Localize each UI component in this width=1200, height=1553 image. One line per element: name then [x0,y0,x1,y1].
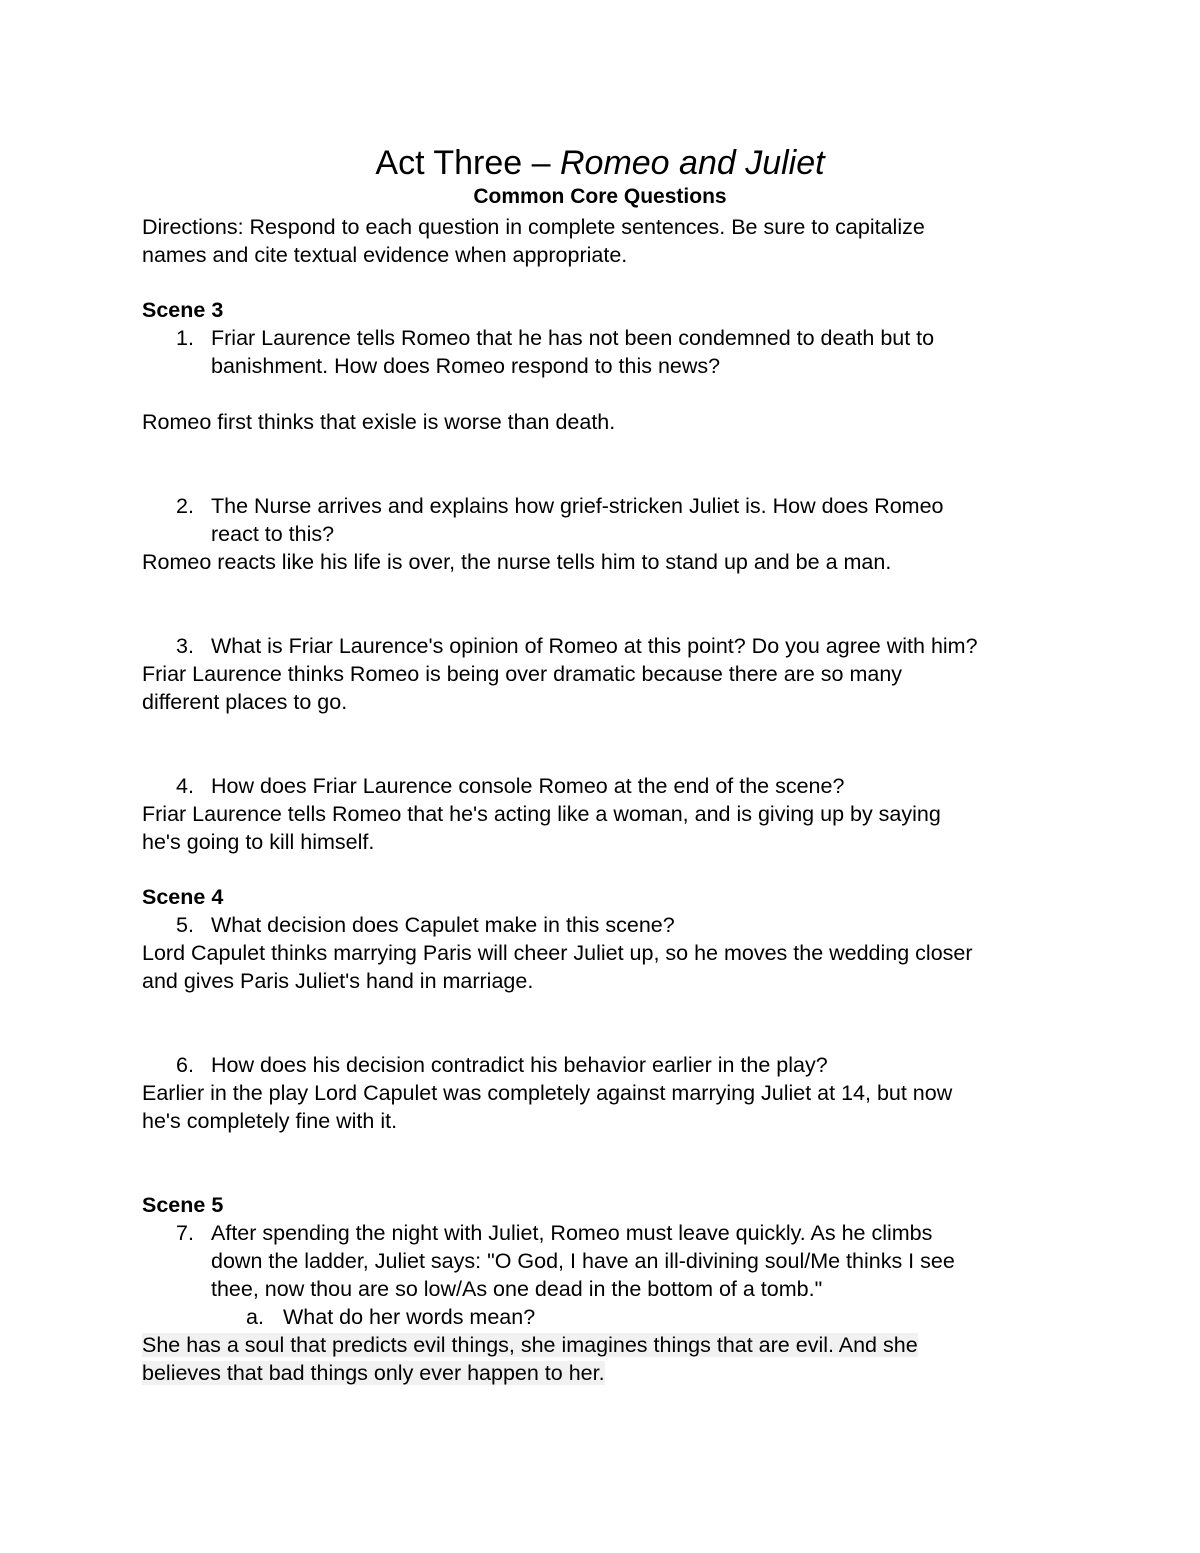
scene-5-heading: Scene 5 [142,1193,224,1217]
answer-6-line-2: he's completely fine with it. [142,1109,398,1133]
question-7-line-1: After spending the night with Juliet, Romeo must leave quickly. As he climbs [211,1221,933,1245]
answer-7-line-2 [142,1359,605,1387]
question-7-line-3: thee, now thou are so low/As one dead in the bottom of a tomb." [211,1277,823,1301]
answer-1-line-1: Romeo first thinks that exisle is worse than death. [142,410,616,434]
answer-6-line-1: Earlier in the play Lord Capulet was completely against marrying Juliet at 14, but now [142,1081,953,1105]
question-number: 5. [176,913,194,937]
question-number: 4. [176,774,194,798]
page-subtitle: Common Core Questions [473,185,727,208]
sub-question-letter: a. [246,1305,264,1329]
question-2-line-2: react to this? [211,522,335,546]
sub-question-text: What do her words mean? [283,1305,536,1329]
question-1-line-2: banishment. How does Romeo respond to this news? [211,354,721,378]
question-number: 7. [176,1221,194,1245]
answer-5-line-2: and gives Paris Juliet's hand in marriage. [142,969,534,993]
answer-2-line-1: Romeo reacts like his life is over, the nurse tells him to stand up and be a man. [142,550,892,574]
question-5-line-1: What decision does Capulet make in this scene? [211,913,675,937]
question-3-line-1: What is Friar Laurence's opinion of Romeo at this point? Do you agree with him? [211,634,978,658]
answer-7-line-1 [142,1331,918,1359]
answer-4-line-2: he's going to kill himself. [142,830,375,854]
answer-3-line-1: Friar Laurence thinks Romeo is being over dramatic because there are so many [142,662,903,686]
question-1-line-1: Friar Laurence tells Romeo that he has not been condemned to death but to [211,326,935,350]
page-title [0,140,1200,186]
directions-line-1: Directions: Respond to each question in complete sentences. Be sure to capitalize [142,215,925,239]
question-6-line-1: How does his decision contradict his behavior earlier in the play? [211,1053,828,1077]
question-7-line-2: down the ladder, Juliet says: "O God, I have an ill-divining soul/Me thinks I see [211,1249,955,1273]
directions-line-2: names and cite textual evidence when appropriate. [142,243,628,267]
question-number: 6. [176,1053,194,1077]
answer-4-line-1: Friar Laurence tells Romeo that he's acting like a woman, and is giving up by saying [142,802,941,826]
question-2-line-1: The Nurse arrives and explains how grief-stricken Juliet is. How does Romeo [211,494,944,518]
answer-7-line-2-text: believes that bad things only ever happen to her. [142,1361,605,1385]
question-number: 3. [176,634,194,658]
question-4-line-1: How does Friar Laurence console Romeo at the end of the scene? [211,774,845,798]
title-italic: Romeo and Juliet [559,144,825,182]
scene-3-heading: Scene 3 [142,298,224,322]
answer-7-line-1-text: She has a soul that predicts evil things, she imagines things that are evil. And she [142,1333,918,1357]
question-number: 2. [176,494,194,518]
scene-4-heading: Scene 4 [142,885,224,909]
answer-3-line-2: different places to go. [142,690,348,714]
title-plain: Act Three – [375,144,560,182]
answer-5-line-1: Lord Capulet thinks marrying Paris will cheer Juliet up, so he moves the wedding closer [142,941,973,965]
question-number: 1. [176,326,194,350]
